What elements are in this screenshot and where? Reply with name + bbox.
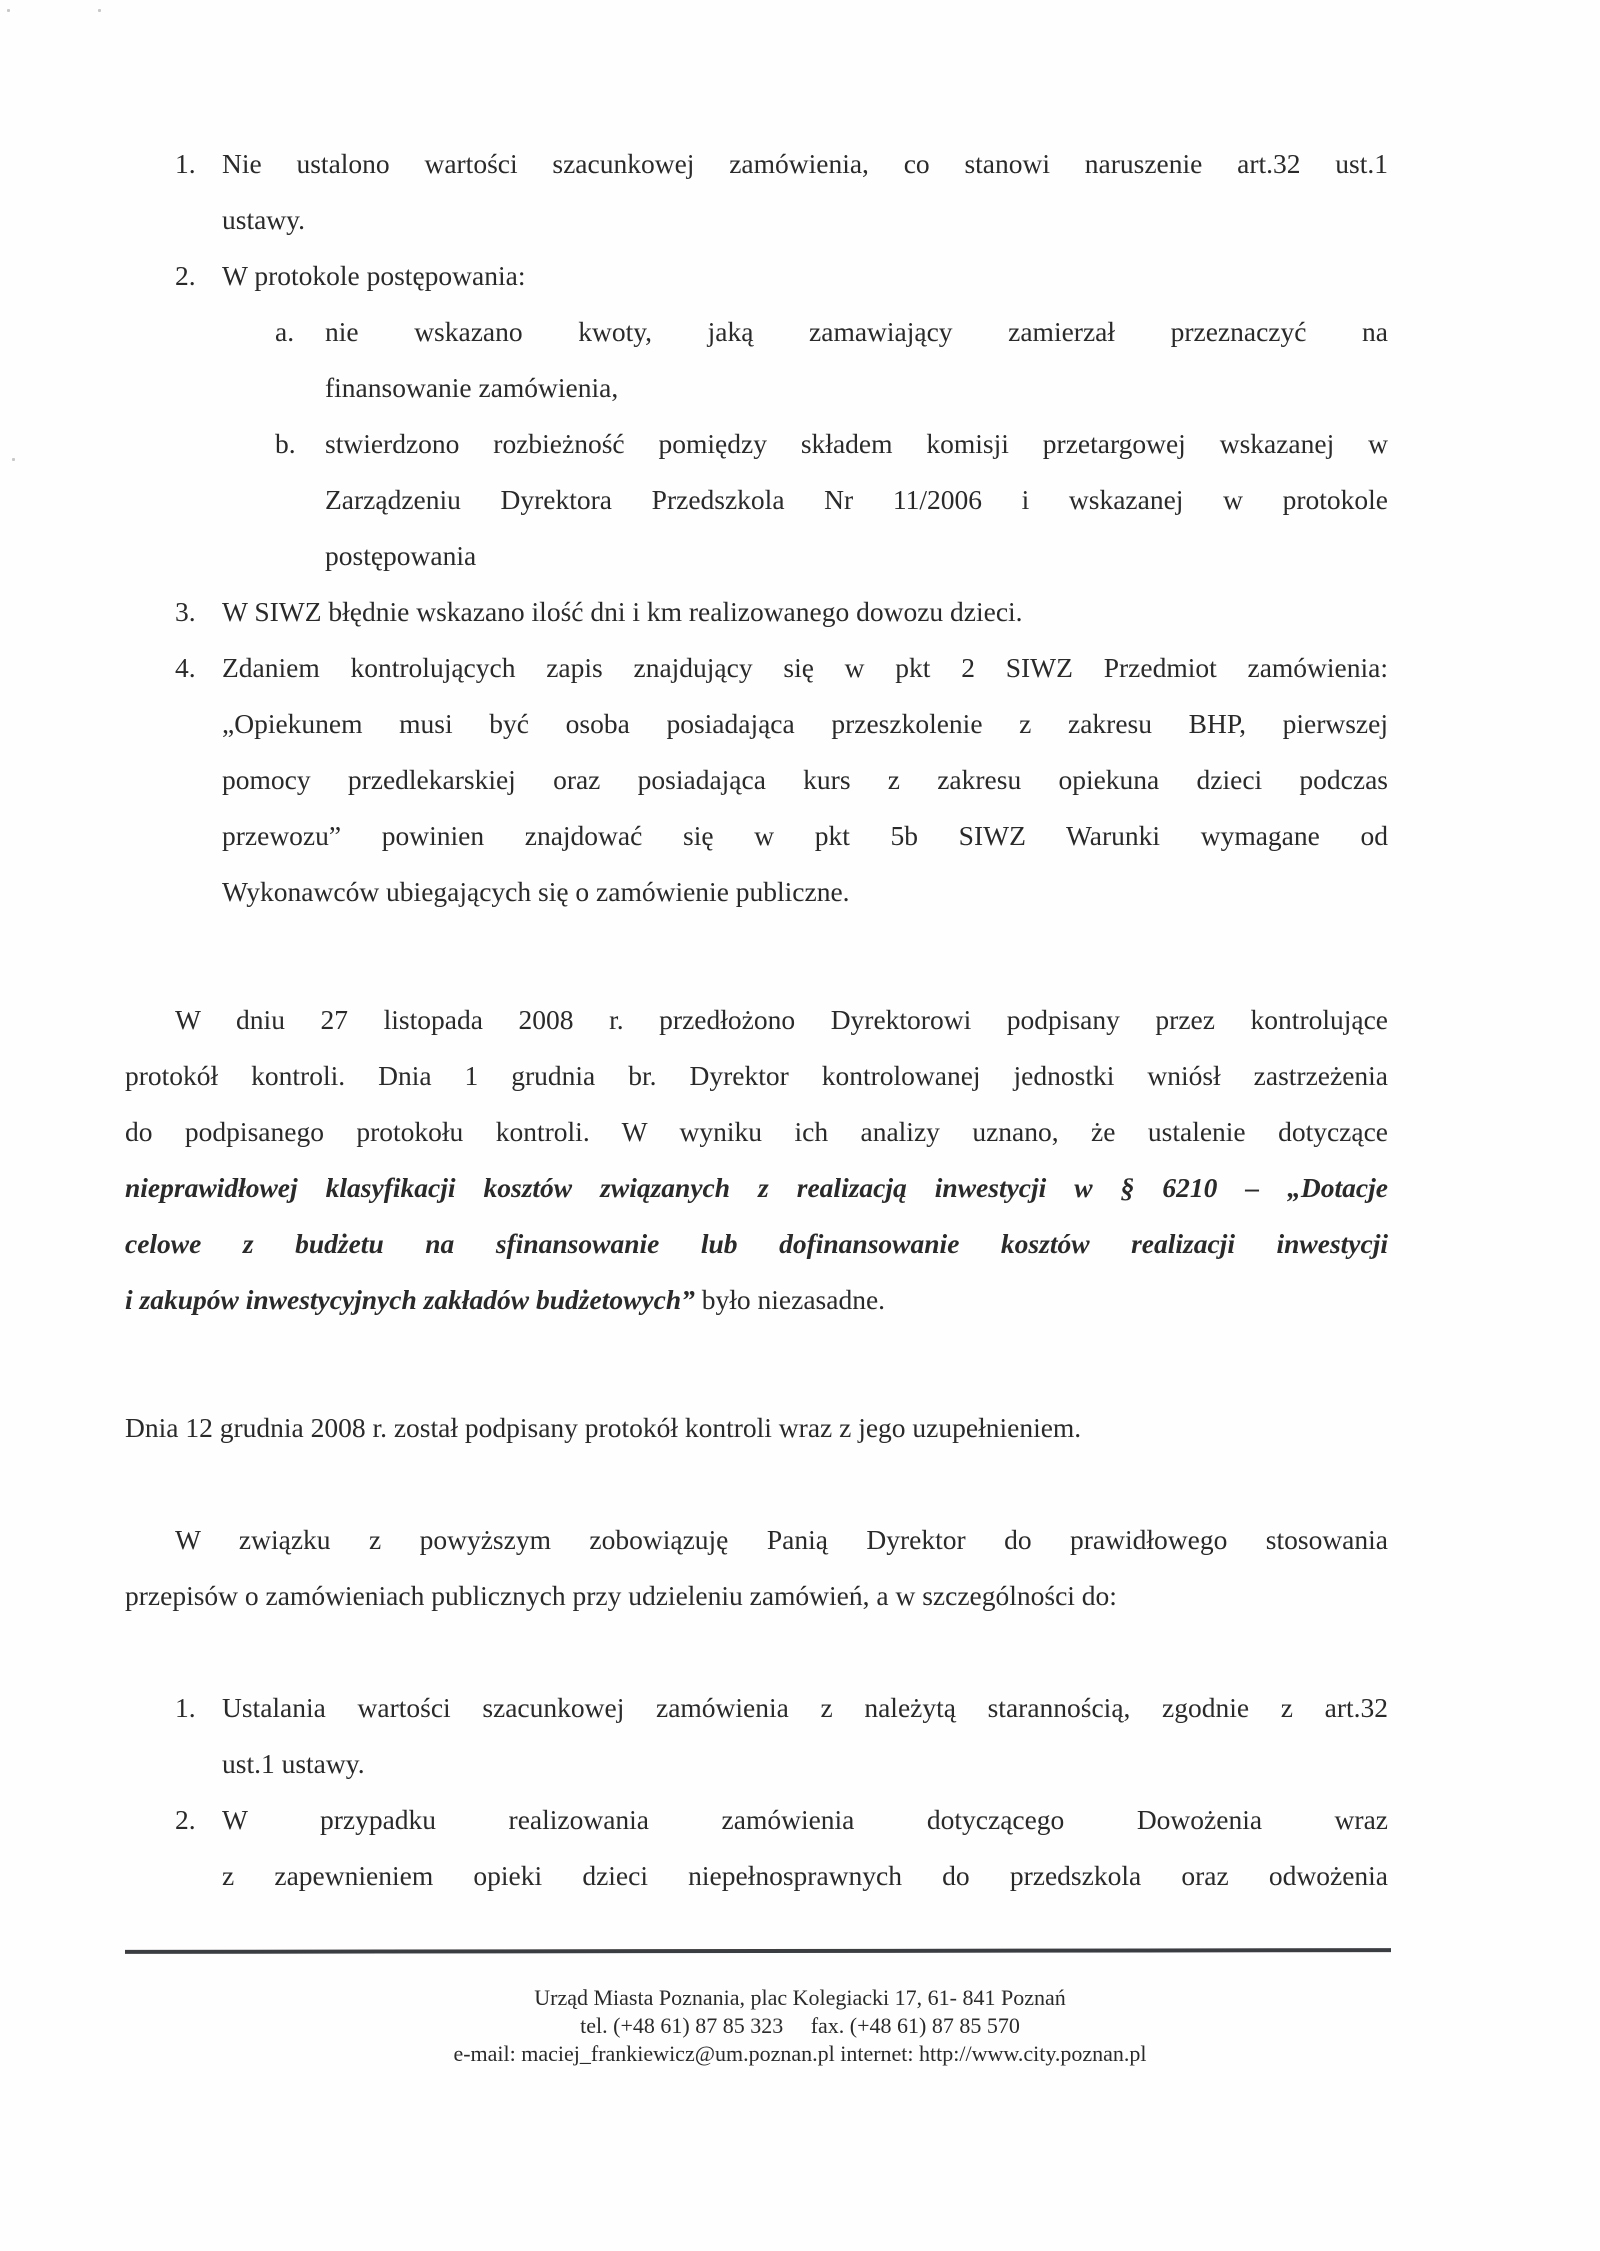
sublist-letter: b. <box>275 428 296 459</box>
scan-artifact <box>98 9 101 12</box>
sublist-item-text: stwierdzono rozbieżność pomiędzy składem komisji przetargowej wskazanej w <box>325 428 1388 459</box>
sublist-letter: a. <box>275 316 295 347</box>
paragraph-line: W dniu 27 listopada 2008 r. przedłożono Dyrektorowi podpisany przez kontrolujące <box>175 1004 1388 1035</box>
scan-artifact <box>12 458 15 461</box>
list-number: 1. <box>175 1692 196 1723</box>
list-item-text: Nie ustalono wartości szacunkowej zamówienia, co stanowi naruszenie art.32 ust.1 <box>222 148 1388 179</box>
footer-phone-fax: tel. (+48 61) 87 85 323 fax. (+48 61) 87 85 570 <box>580 2013 1020 2038</box>
emphasized-line: nieprawidłowej klasyfikacji kosztów związanych z realizacją inwestycji w § 6210 – „Dotacje <box>125 1172 1388 1203</box>
list-number: 4. <box>175 652 196 683</box>
paragraph-line: do podpisanego protokołu kontroli. W wyniku ich analizy uznano, że ustalenie dotyczące <box>125 1116 1388 1147</box>
sublist-item-text: Zarządzeniu Dyrektora Przedszkola Nr 11/2006 i wskazanej w protokole <box>325 484 1388 515</box>
list-item-text: pomocy przedlekarskiej oraz posiadająca kurs z zakresu opiekuna dzieci podczas <box>222 764 1388 795</box>
list-number: 1. <box>175 148 196 179</box>
list-item-text: W SIWZ błędnie wskazano ilość dni i km realizowanego dowozu dzieci. <box>222 596 1023 627</box>
list-item-text: ust.1 ustawy. <box>222 1748 365 1779</box>
paragraph-line <box>125 1283 885 1317</box>
emphasized-line: celowe z budżetu na sfinansowanie lub dofinansowanie kosztów realizacji inwestycji <box>125 1228 1388 1259</box>
list-number: 3. <box>175 596 196 627</box>
list-item-text: „Opiekunem musi być osoba posiadająca przeszkolenie z zakresu BHP, pierwszej <box>222 708 1388 739</box>
list-number: 2. <box>175 260 196 291</box>
list-item-text: z zapewnieniem opieki dzieci niepełnosprawnych do przedszkola oraz odwożenia <box>222 1860 1388 1891</box>
footer-email-web: e-mail: maciej_frankiewicz@um.poznan.pl internet: http://www.city.poznan.pl <box>453 2041 1147 2066</box>
plain-text: było niezasadne. <box>694 1284 886 1315</box>
list-item-text: przewozu” powinien znajdować się w pkt 5b SIWZ Warunki wymagane od <box>222 820 1388 851</box>
list-item-text: W przypadku realizowania zamówienia dotyczącego Dowożenia wraz <box>222 1804 1388 1835</box>
scan-artifact <box>7 9 10 12</box>
sublist-item-text: nie wskazano kwoty, jaką zamawiający zamierzał przeznaczyć na <box>325 316 1388 347</box>
paragraph-line: przepisów o zamówieniach publicznych przy udzieleniu zamówień, a w szczególności do: <box>125 1580 1117 1611</box>
list-item-text: ustawy. <box>222 204 305 235</box>
sublist-item-text: postępowania <box>325 540 477 571</box>
list-item-text: W protokole postępowania: <box>222 260 526 291</box>
emphasized-text: i zakupów inwestycyjnych zakładów budżetowych” <box>125 1284 695 1315</box>
list-item-text: Zdaniem kontrolujących zapis znajdujący się w pkt 2 SIWZ Przedmiot zamówienia: <box>222 652 1388 683</box>
paragraph-line: W związku z powyższym zobowiązuję Panią Dyrektor do prawidłowego stosowania <box>175 1524 1388 1555</box>
sublist-item-text: finansowanie zamówienia, <box>325 372 619 403</box>
list-item-text: Wykonawców ubiegających się o zamówienie publiczne. <box>222 876 850 907</box>
paragraph-protocol-signed: Dnia 12 grudnia 2008 r. został podpisany protokół kontroli wraz z jego uzupełnieniem. <box>125 1412 1082 1443</box>
footer-address: Urząd Miasta Poznania, plac Kolegiacki 17, 61- 841 Poznań <box>534 1985 1066 2010</box>
list-number: 2. <box>175 1804 196 1835</box>
paragraph-line: protokół kontroli. Dnia 1 grudnia br. Dyrektor kontrolowanej jednostki wniósł zastrzeżenia <box>125 1060 1388 1091</box>
list-item-text: Ustalania wartości szacunkowej zamówienia z należytą starannością, zgodnie z art.32 <box>222 1692 1388 1723</box>
footer-divider <box>125 1948 1391 1954</box>
